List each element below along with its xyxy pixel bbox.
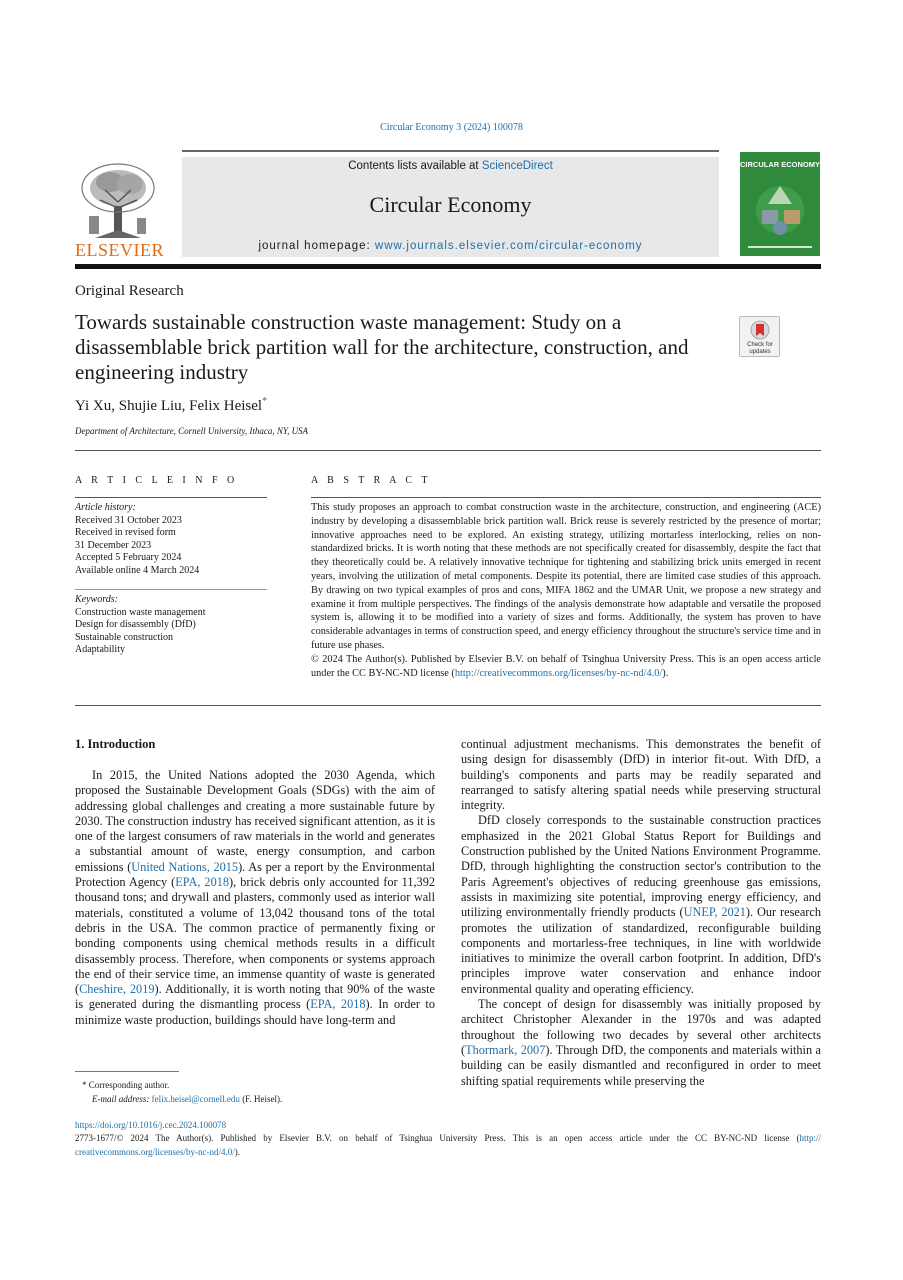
abstract-copyright <box>311 653 821 681</box>
abstract <box>311 501 821 680</box>
citation-link[interactable]: UNEP, 2021 <box>683 905 746 920</box>
citation-link[interactable]: United Nations, 2015 <box>131 859 239 874</box>
section-heading: 1. Introduction <box>75 737 156 751</box>
footer-text: 2773-1677/© 2024 The Author(s). Published by Elsevier B.V. on behalf of Tsinghua University Press. This is an open access article under the CC BY-NC-ND license ( <box>75 1133 800 1143</box>
corresponding-text: Corresponding author. <box>88 1080 170 1090</box>
cover-title: CIRCULAR ECONOMY <box>740 160 820 169</box>
keyword-item: Design for disassembly (DfD) <box>75 619 196 630</box>
citation-link[interactable]: Cheshire, 2019 <box>79 982 155 997</box>
authors <box>75 396 267 415</box>
article-info-heading: A R T I C L E I N F O <box>75 475 238 486</box>
divider <box>75 705 821 706</box>
history-item: Received in revised form <box>75 527 176 538</box>
history-label: Article history: <box>75 502 136 513</box>
copyright-end: ). <box>662 667 669 679</box>
paragraph <box>75 768 435 1028</box>
article-history <box>75 502 199 577</box>
text: ). Our research promotes the utilization of standardized, reconfigurable building components and mortarless-free techniques, in line with worldwide initiatives to minimize the overall carbon footprint. In addition, DfD's principles improve water conservation and enhance indoor environmental quality and operating efficiency. <box>461 905 821 996</box>
email-name: (F. Heisel). <box>239 1094 283 1104</box>
running-title[interactable]: Circular Economy 3 (2024) 100078 <box>380 122 523 133</box>
text: ). Additionally, it is worth noting that 90% of the waste is generated during the dismantling process ( <box>75 982 435 1012</box>
footnote <box>82 1078 282 1106</box>
text: continual adjustment mechanisms. This demonstrates the benefit of using design for disassembly (DfD) in interior fit-out. With DfD, a building's components and parts may be readily separated and rearranged to satisfy altering spatial needs while preserving structural integrity. <box>461 737 821 813</box>
bookmark-icon <box>740 319 780 343</box>
keyword-item: Construction waste management <box>75 606 206 618</box>
divider <box>75 589 267 590</box>
body-left-column <box>75 768 435 1028</box>
keywords <box>75 594 206 657</box>
homepage-link[interactable]: www.journals.elsevier.com/circular-economy <box>374 240 643 252</box>
contents-prefix: Contents lists available at <box>348 160 482 172</box>
email-label: E-mail address: <box>92 1094 152 1104</box>
citation-link[interactable]: EPA, 2018 <box>175 875 230 890</box>
email-line <box>82 1092 282 1106</box>
license-link[interactable]: http://creativecommons.org/licenses/by-nc-nd/4.0/ <box>454 667 663 679</box>
footnote-rule <box>75 1071 179 1072</box>
paragraph <box>461 737 821 813</box>
abstract-text: This study proposes an approach to combat construction waste in the architecture, construction, and engineering (ACE) industry by developing a disassemblable brick partition wall. Brick reuse is severely restricted by the presence of mortar; innovative approaches need to be explored. An existing strategy, utilizing mortarless interlocking, relies on non-standardized bricks. It is worth noting that these methods are not specifically created for disassembly, despite the fact that they theoretically could be. A relatively innovative technique for tightening and stabilizing brick units emerged in recent years, involving the utilization of metal components. Despite its potential, there are limited case studies of this approach. By drawing on two typical examples of pros and cons, MIFA 1862 and the UMAR Unit, we propose a new strategy and examine it from multiple perspectives. The findings of the analysis demonstrate how adaptable and versatile the proposed system is, allowing it to be modified into a variety of sizes and forms. Additionally, the system has proven to have considerable advantages in terms of construction speed, and energy efficiency throughout the structure's service time and in future use phases. <box>311 502 821 651</box>
doi-link[interactable]: https://doi.org/10.1016/j.cec.2024.100078 <box>75 1120 227 1130</box>
asterisk: * <box>82 1080 89 1090</box>
sciencedirect-link[interactable]: ScienceDirect <box>481 160 553 172</box>
author-list: Yi Xu, Shujie Liu, Felix Heisel <box>75 398 263 414</box>
copyright-text: © 2024 The Author(s). Published by Elsevier B.V. on behalf of Tsinghua University Press. This is an open access article under the CC BY-NC-ND license ( <box>311 653 821 679</box>
contents-line <box>182 160 719 172</box>
elsevier-wordmark: ELSEVIER <box>75 240 164 260</box>
text: DfD closely corresponds to the sustainable construction practices emphasized in the 2021 Global Status Report for Buildings and Construction published by the United Nations Environment Programme. DfD, through highlighting the construction sector's contribution to the Paris Agreement's objectives of reducing greenhouse gas emissions, assists in maximizing site potential, improving energy efficiency, and utilizing environmentally friendly products ( <box>461 813 821 920</box>
journal-name: Circular Economy <box>369 192 532 217</box>
article-type: Original Research <box>75 283 184 299</box>
divider <box>75 450 821 451</box>
homepage-prefix: journal homepage: <box>258 240 375 252</box>
recycle-graphic-icon <box>740 152 820 256</box>
text: ). As per a report by the Environmental Protection Agency ( <box>75 859 435 890</box>
text: The concept of design for disassembly was initially proposed by architect Christopher Alexander in the 1970s and was adapted throughout the following two decades by several other architects ( <box>461 997 821 1057</box>
body-right-column <box>461 737 821 1089</box>
divider <box>75 497 267 498</box>
text: ). Through DfD, the components and materials within a building can be easily dismantled and reconfigured in order to meet shifting spatial requirements while preserving the <box>461 1042 821 1088</box>
email-link[interactable]: felix.heisel@cornell.edu <box>151 1094 240 1104</box>
header-rule <box>182 150 719 152</box>
citation-link[interactable]: EPA, 2018 <box>310 997 366 1012</box>
check-for-updates-badge[interactable] <box>739 316 780 357</box>
citation-link[interactable]: Thormark, 2007 <box>465 1042 546 1057</box>
article-title: Towards sustainable construction waste management: Study on a disassemblable brick partition wall for the architecture, construction, and engineering industry <box>75 310 689 384</box>
affiliation: Department of Architecture, Cornell University, Ithaca, NY, USA <box>75 426 309 436</box>
homepage-line <box>182 240 719 252</box>
history-item: Available online 4 March 2024 <box>75 564 200 576</box>
footer-license-link[interactable]: http:// <box>799 1133 821 1143</box>
keywords-label: Keywords: <box>75 594 118 605</box>
text: In 2015, the United Nations adopted the 2030 Agenda, which proposed the Sustainable Development Goals (SDGs) with the aim of addressing global challenges and creating a more sustainable future by 2030. The construction industry has received significant attention, as it is one of the largest consumers of raw materials in the world and generates a substantial amount of waste, energy consumption, and carbon emissions ( <box>75 768 435 874</box>
footer-license-link[interactable]: creativecommons.org/licenses/by-nc-nd/4.0/ <box>75 1147 235 1157</box>
keyword-item: Sustainable construction <box>75 631 174 643</box>
corresponding-note <box>82 1078 282 1092</box>
abstract-heading: A B S T R A C T <box>311 475 432 486</box>
footer-license <box>75 1131 821 1159</box>
paragraph <box>461 813 821 997</box>
keyword-item: Adaptability <box>75 644 125 655</box>
journal-cover[interactable] <box>740 152 820 256</box>
footer-end: ). <box>234 1147 241 1157</box>
text: ). In order to minimize waste production, buildings should have long-term and <box>75 997 435 1027</box>
paragraph <box>461 997 821 1089</box>
history-item: Received 31 October 2023 <box>75 514 182 526</box>
divider <box>311 497 821 498</box>
check-updates-label: Check for updates <box>747 342 773 355</box>
corresponding-mark[interactable]: * <box>262 396 268 407</box>
history-item: Accepted 5 February 2024 <box>75 552 182 563</box>
header-thick-rule <box>75 264 821 269</box>
text: ), brick debris only accounted for 11,392 thousand tons; and drywall and plasters, commonly used as interior wall materials, constituted a volume of 13,042 thousand tons of the total debris in the USA. The common practice of permanently fixing or bonding components using chemical methods results in a difficult disassembly process. Therefore, when components or systems approach the end of their service time, an immense quantity of waste is generated ( <box>75 875 435 997</box>
history-item: 31 December 2023 <box>75 539 152 551</box>
